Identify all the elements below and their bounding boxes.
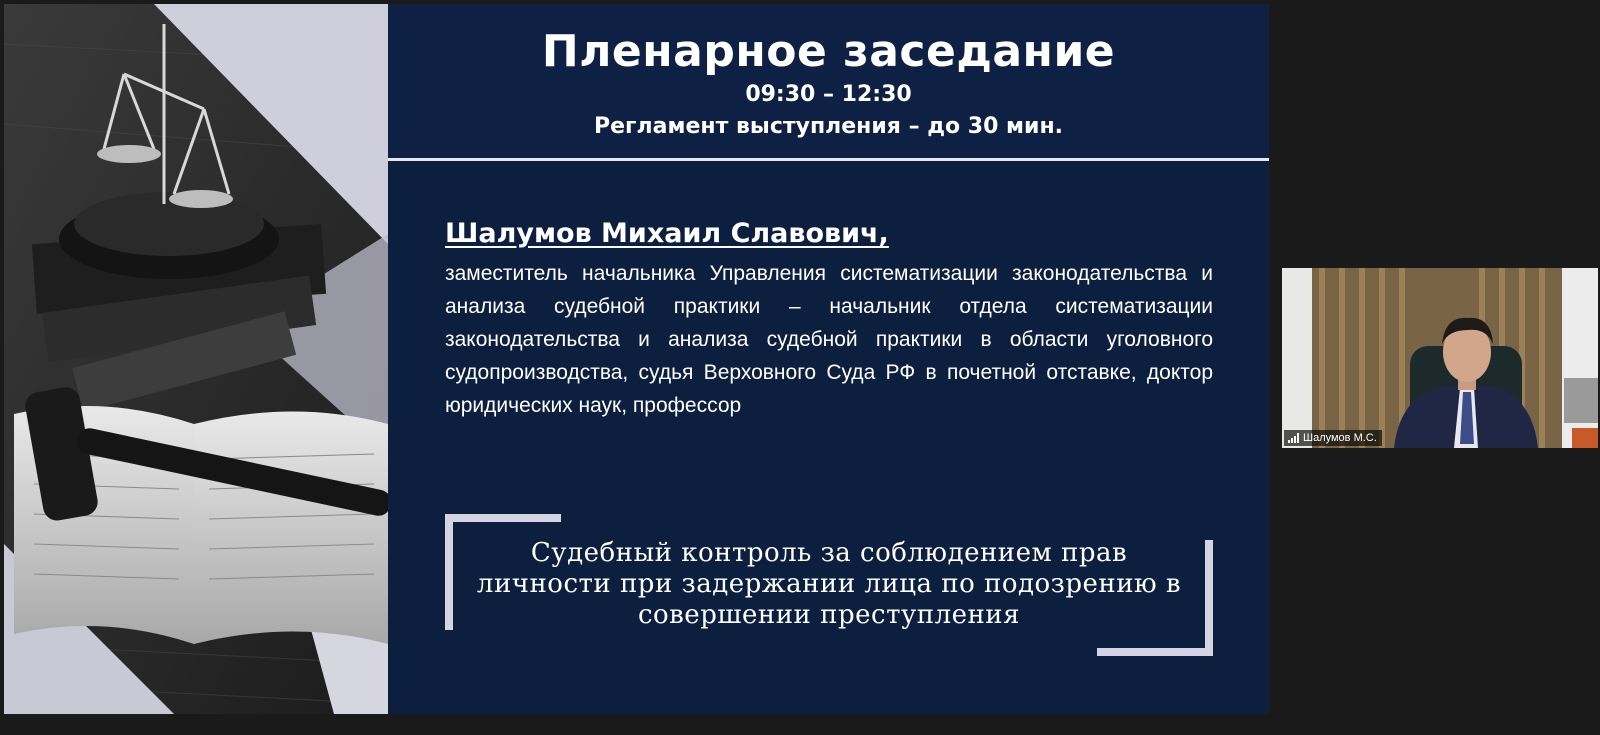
talk-topic: Судебный контроль за соблюдением прав личности при задержании лица по подозрению в совершении преступления: [476, 538, 1182, 630]
session-title: Пленарное заседание: [541, 26, 1116, 77]
session-time: 09:30 – 12:30: [745, 82, 912, 107]
signal-bars-icon: [1288, 433, 1299, 443]
participant-name-tag: [1284, 430, 1382, 446]
speech-regulation: Регламент выступления – до 30 мин.: [593, 114, 1064, 139]
participant-video: [1282, 268, 1598, 448]
slide-header: [388, 4, 1269, 160]
speaker-name: Шалумов Михаил Славович,: [445, 218, 889, 249]
speaker-description: заместитель начальника Управления систематизации законодательства и анализа судебной практики – начальник отдела систематизации законодательства и анализа судебной практики в области уголовного судопроизводства, судья Верховного Суда РФ в почетной отставке, доктор юридических наук, профессор: [445, 262, 1213, 417]
justice-illustration: [4, 4, 388, 714]
topic-frame: [445, 514, 1213, 656]
header-divider: [388, 158, 1269, 161]
participant-video-tile[interactable]: [1282, 268, 1598, 448]
slide-decorative-image: [4, 4, 388, 714]
presentation-slide: [388, 4, 1269, 714]
participant-name: Шалумов М.С.: [1303, 432, 1377, 444]
